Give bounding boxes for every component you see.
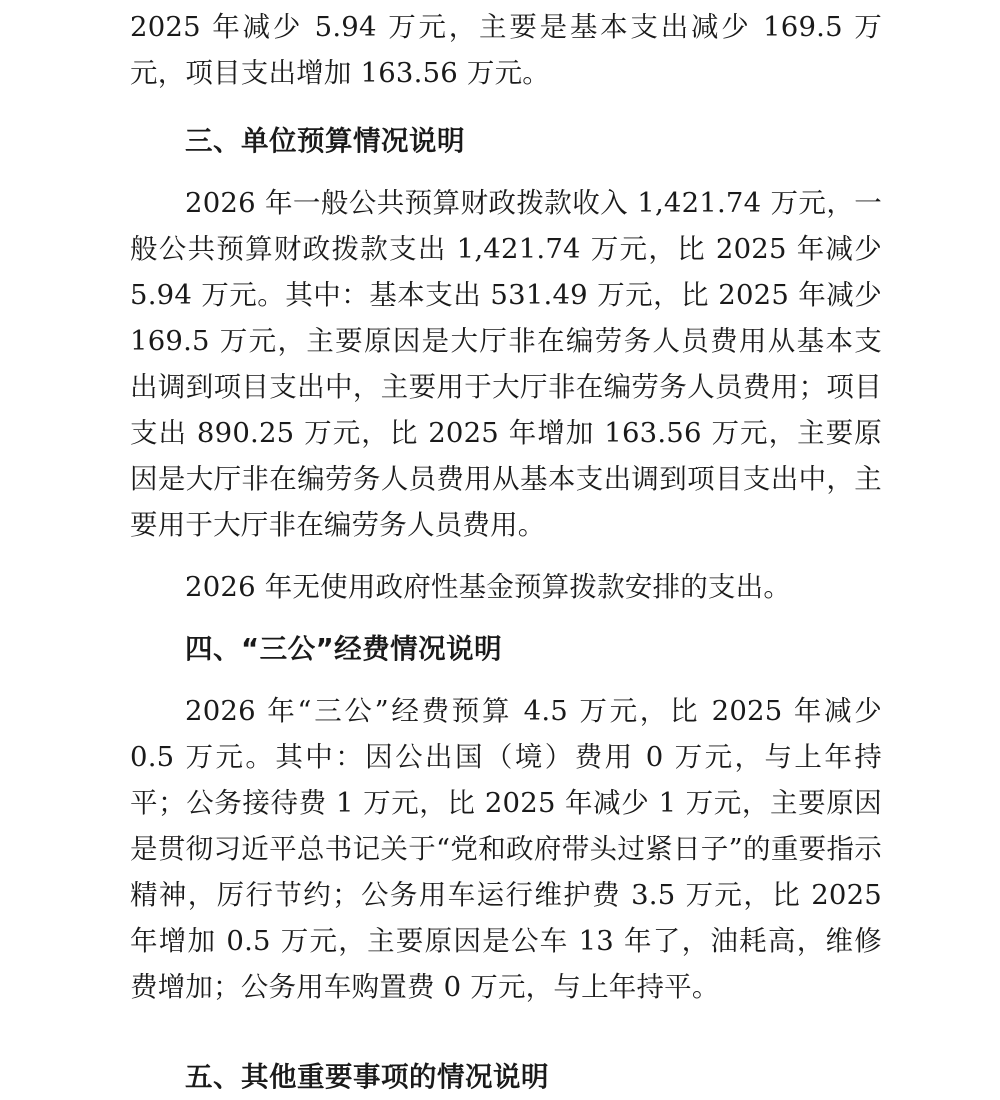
heading-section-four: 四、“三公”经费情况说明 bbox=[185, 633, 503, 665]
spacer bbox=[130, 164, 882, 180]
spacer bbox=[130, 672, 882, 688]
paragraph-budget-detail: 2026 年一般公共预算财政拨款收入 1,421.74 万元，一般公共预算财政拨款支出 1,421.74 万元，比 2025 年减少 5.94 万元。其中：基本支出 531.49 万元，比 2025 年减少 169.5 万元，主要原因是大厅非在编劳务人员费用从基本支出调到项目支出中，主要用于大厅非在编劳务人员费用；项目支出 890.25 万元，比 2025 年增加 163.56 万元，主要原因是大厅非在编劳务人员费用从基本支出调到项目支出中，主要用于大厅非在编劳务人员费用。 bbox=[130, 187, 882, 541]
heading-section-five: 五、其他重要事项的情况说明 bbox=[185, 1061, 549, 1093]
paragraph-government-fund: 2026 年无使用政府性基金预算拨款安排的支出。 bbox=[185, 571, 792, 603]
paragraph-three-public-expenses: 2026 年“三公”经费预算 4.5 万元，比 2025 年减少 0.5 万元。其中：因公出国（境）费用 0 万元，与上年持平；公务接待费 1 万元，比 2025 年减少 1 万元，主要原因是贯彻习近平总书记关于“党和政府带头过紧日子”的重要指示精神，厉行节约；公务用车运行维护费 3.5 万元，比 2025 年增加 0.5 万元，主要原因是公车 13 年了，油耗高，维修费增加；公务用车购置费 0 万元，与上年持平。 bbox=[130, 695, 882, 1003]
spacer bbox=[130, 548, 882, 564]
heading-section-three: 三、单位预算情况说明 bbox=[185, 125, 465, 157]
spacer bbox=[130, 1010, 882, 1054]
paragraph-continuation: 2025 年减少 5.94 万元，主要是基本支出减少 169.5 万元，项目支出增加 163.56 万元。 bbox=[130, 11, 882, 89]
spacer bbox=[130, 96, 882, 118]
spacer bbox=[130, 610, 882, 626]
document-body bbox=[130, 0, 882, 1100]
